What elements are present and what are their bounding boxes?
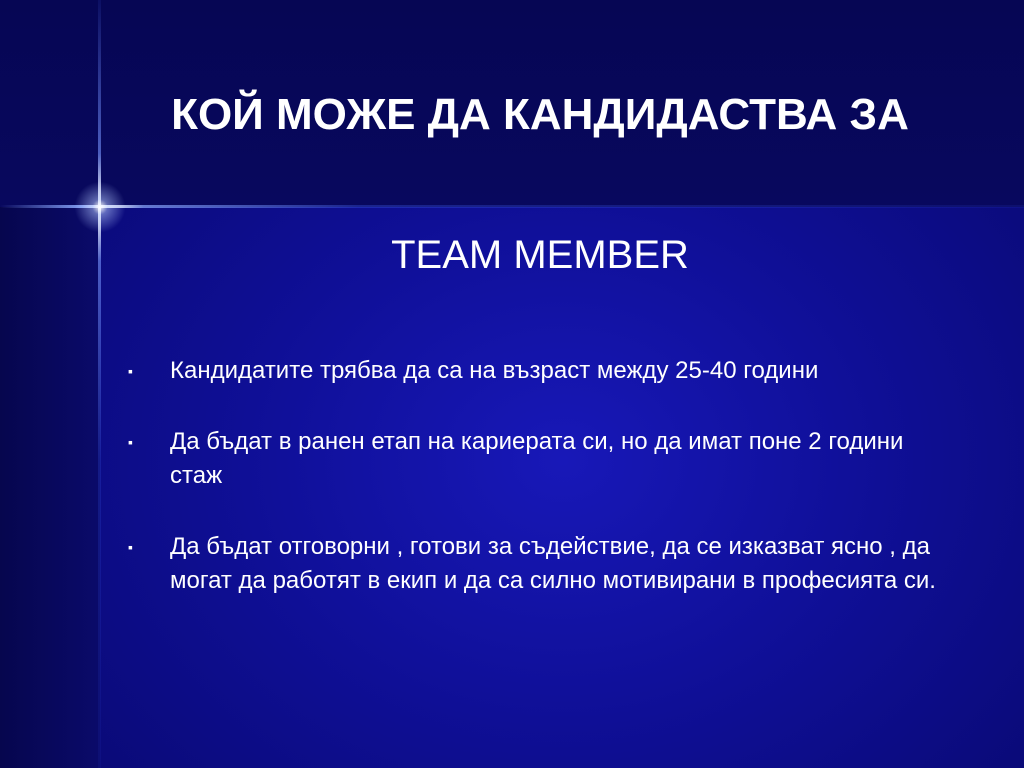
bullet-text: Кандидатите трябва да са на възраст между 25-40 години — [170, 357, 819, 384]
bullet-square-icon: ▪ — [128, 434, 133, 450]
bullet-item — [128, 425, 968, 493]
bullet-text: Да бъдат в ранен етап на кариерата си, но да имат поне 2 години стаж — [170, 428, 904, 489]
bullet-list — [128, 354, 968, 635]
star-sparkle-icon — [70, 177, 130, 237]
bullet-item — [128, 354, 968, 388]
bullet-text: Да бъдат отговорни , готови за съдействие, да се изказват ясно , да могат да работят в екип и да са силно мотивирани в професията си. — [170, 533, 936, 594]
bullet-square-icon: ▪ — [128, 363, 133, 379]
slide-subtitle: TEAM MEMBER — [391, 233, 689, 277]
horizontal-light-line — [0, 205, 1024, 208]
left-band — [0, 207, 100, 768]
slide-title: КОЙ МОЖЕ ДА КАНДИДАСТВА ЗА — [171, 90, 909, 139]
bullet-item — [128, 530, 968, 598]
bullet-square-icon: ▪ — [128, 539, 133, 555]
